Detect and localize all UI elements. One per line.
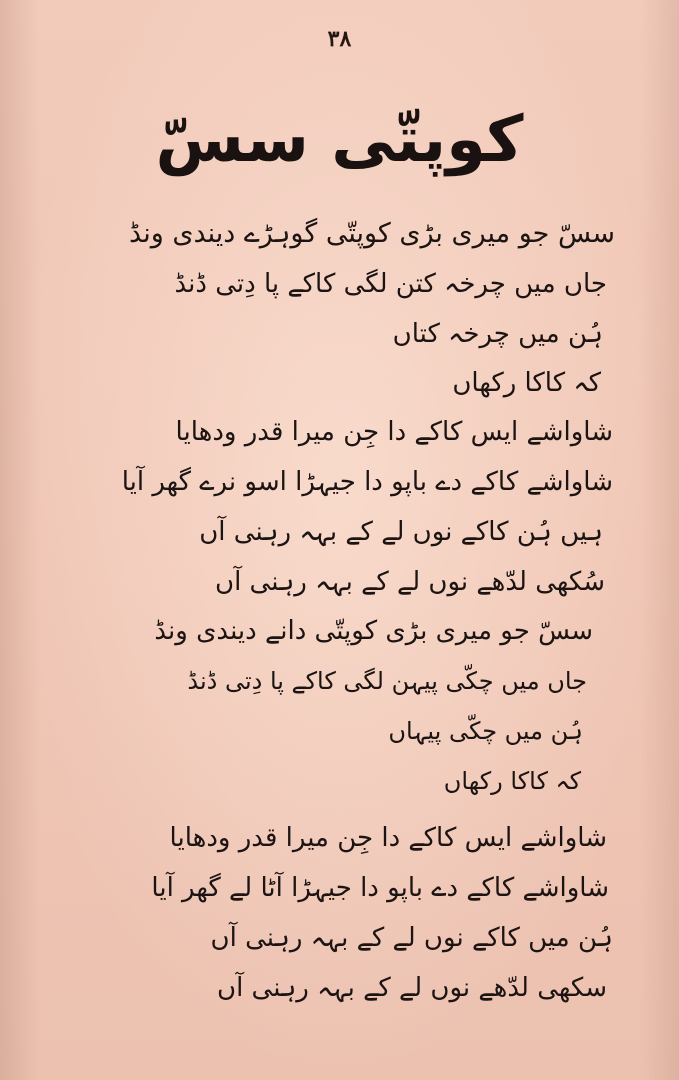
- verse-line: شاواشے کاکے دے باپو دا جیہڑا آٹا لے گھر آیا: [151, 873, 609, 903]
- verse-line: کہ کاکا رکھاں: [452, 368, 601, 398]
- verse-line: ہیں ہُن کاکے نوں لے کے بہہ رہنی آں: [199, 517, 603, 547]
- verse-line: سُکھی لدّھے نوں لے کے بہہ رہنی آں: [214, 567, 605, 597]
- verse-line: سسّ جو میری بڑی کوپتّی گوہڑے دیندی ونڈ: [129, 218, 615, 249]
- verse-line: ہُن میں چکّی پیہاں: [388, 717, 583, 745]
- verse-line: ہُن میں کاکے نوں لے کے بہہ رہنی آں: [210, 923, 613, 953]
- verse-line: ہُن میں چرخہ کتاں: [392, 319, 603, 349]
- verse-line: شاواشے کاکے دے باپو دا جیہڑا اسو نرے گھر آیا: [121, 467, 613, 497]
- poem-title: کوپتّی سسّ: [155, 103, 524, 177]
- verse-line: شاواشے ایس کاکے دا جِن میرا قدر ودھایا: [175, 417, 613, 447]
- page-number: ۳۸: [327, 26, 352, 52]
- verse-line: سکھی لدّھے نوں لے کے بہہ رہنی آں: [216, 973, 607, 1003]
- verse-line: جاں میں چکّی پیہن لگی کاکے پا دِتی ڈنڈ: [187, 667, 587, 695]
- verse-line: کہ کاکا رکھاں: [443, 767, 581, 795]
- verse-line: شاواشے ایس کاکے دا جِن میرا قدر ودھایا: [169, 823, 607, 853]
- verse-line: جاں میں چرخہ کتن لگی کاکے پا دِتی ڈنڈ: [174, 269, 607, 299]
- verse-line: سسّ جو میری بڑی کوپتّی دانے دیندی ونڈ: [154, 616, 593, 646]
